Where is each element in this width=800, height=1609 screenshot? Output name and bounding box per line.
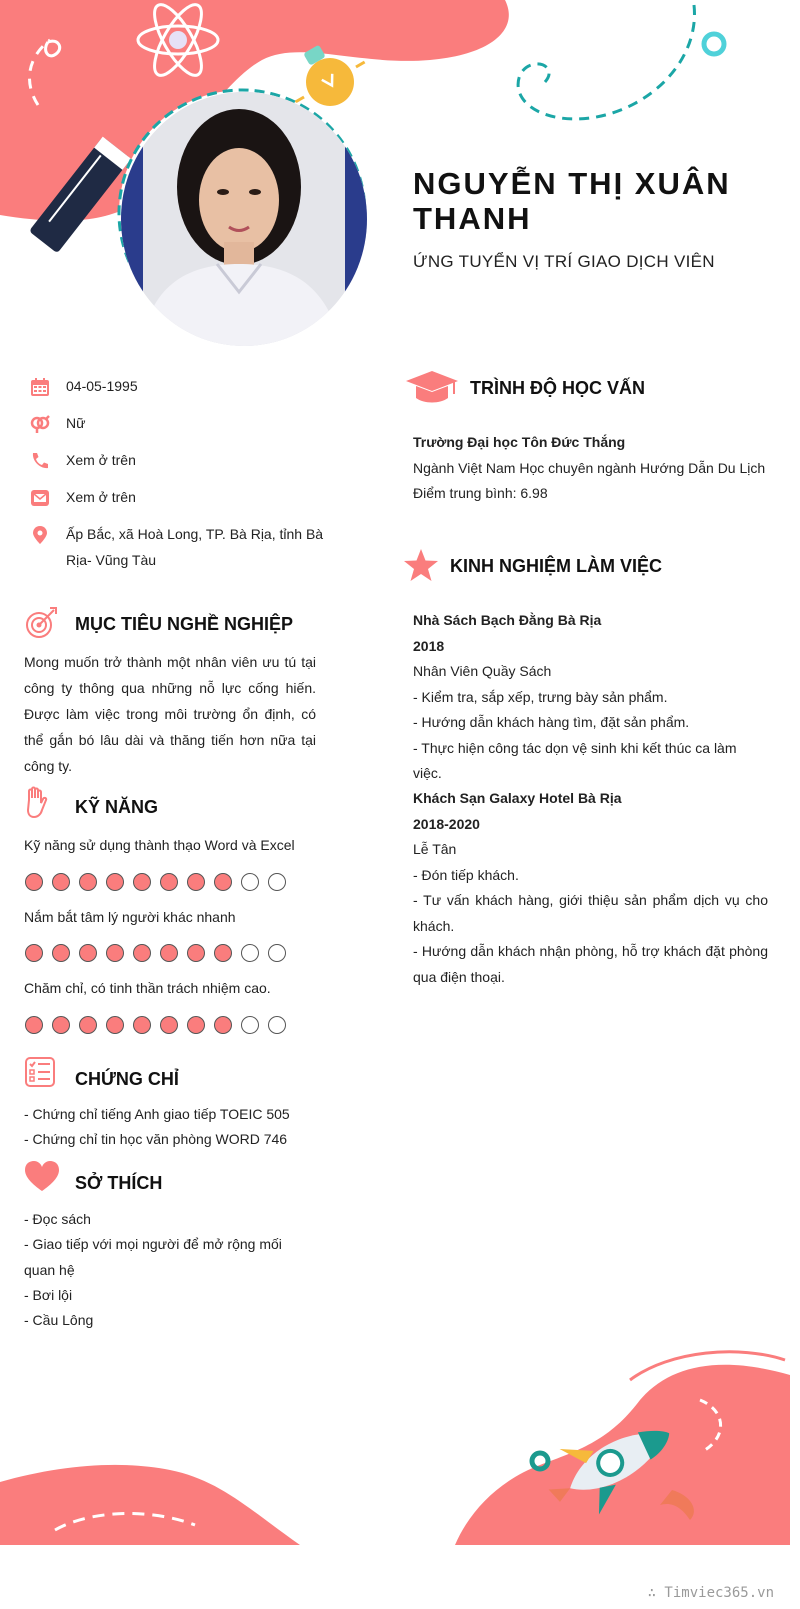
calendar-icon [30, 377, 50, 397]
rating-dot-filled [79, 944, 97, 962]
skill-name: Kỹ năng sử dụng thành thạo Word và Excel [24, 837, 295, 853]
rating-dot-filled [187, 873, 205, 891]
rating-dot-filled [25, 1016, 43, 1034]
certificates-title: CHỨNG CHỈ [75, 1069, 179, 1089]
job-role: Lễ Tân [413, 841, 457, 857]
birthday-text: 04-05-1995 [66, 378, 138, 394]
hand-icon [24, 786, 50, 820]
phone-text: Xem ở trên [66, 452, 136, 468]
job-block [413, 608, 768, 787]
hobbies-title: SỞ THÍCH [75, 1173, 163, 1193]
rating-dot-empty [268, 1016, 286, 1034]
job-period: 2018 [413, 637, 445, 654]
address-text: Ấp Bắc, xã Hoà Long, TP. Bà Rịa, tỉnh Bà Rịa- Vũng Tàu [66, 526, 324, 568]
email-text: Xem ở trên [66, 489, 136, 505]
candidate-name: NGUYỄN THỊ XUÂN THANH [413, 166, 731, 236]
skills-title: KỸ NĂNG [75, 797, 159, 817]
watermark: ∴ Timviec365.vn [647, 1585, 774, 1601]
rating-dot-filled [79, 1016, 97, 1034]
hobby-item: - Đọc sách [24, 1211, 91, 1227]
rating-dot-filled [160, 1016, 178, 1034]
rating-dot-empty [268, 873, 286, 891]
skill-rating [25, 1016, 286, 1034]
rating-dot-filled [160, 873, 178, 891]
email-icon [30, 488, 50, 508]
rating-dot-filled [214, 1016, 232, 1034]
job-duty: - Thực hiện công tác dọn vệ sinh khi kết thúc ca làm việc. [413, 739, 737, 781]
job-duty: - Tư vấn khách hàng, giới thiệu sản phẩm dịch vụ cho khách. [413, 892, 768, 934]
rating-dot-filled [187, 1016, 205, 1034]
rating-dot-filled [133, 944, 151, 962]
rating-dot-empty [241, 873, 259, 891]
rating-dot-filled [52, 944, 70, 962]
gpa-text: Điểm trung bình: 6.98 [413, 485, 548, 501]
job-role: Nhân Viên Quầy Sách [413, 663, 552, 679]
job-duty: - Đón tiếp khách. [413, 866, 519, 883]
target-icon [24, 606, 58, 640]
rating-dot-filled [106, 1016, 124, 1034]
position-title: ỨNG TUYỂN VỊ TRÍ GIAO DỊCH VIÊN [413, 252, 715, 271]
rating-dot-filled [133, 1016, 151, 1034]
gender-text: Nữ [66, 415, 86, 431]
skill-name: Chăm chỉ, có tinh thần trách nhiệm cao. [24, 980, 271, 996]
rating-dot-filled [187, 944, 205, 962]
company-name: Khách Sạn Galaxy Hotel Bà Rịa [413, 790, 622, 806]
rating-dot-empty [268, 944, 286, 962]
certificate-item: - Chứng chỉ tiếng Anh giao tiếp TOEIC 505 [24, 1106, 290, 1122]
rating-dot-filled [25, 944, 43, 962]
location-pin-icon [30, 525, 50, 545]
education-title: TRÌNH ĐỘ HỌC VẤN [470, 378, 645, 398]
heart-icon [24, 1160, 60, 1192]
star-icon [403, 548, 439, 582]
job-duty: - Kiểm tra, sắp xếp, trưng bày sản phẩm. [413, 688, 668, 705]
checklist-icon [24, 1056, 56, 1088]
job-duty: - Hướng dẫn khách nhận phòng, hỗ trợ khách đặt phòng qua điện thoại. [413, 943, 768, 985]
certificate-item: - Chứng chỉ tin học văn phòng WORD 746 [24, 1131, 288, 1147]
rating-dot-filled [160, 944, 178, 962]
major-text: Ngành Việt Nam Học chuyên ngành Hướng Dẫn Du Lịch [413, 459, 766, 476]
hobby-item: - Giao tiếp với mọi người để mở rộng mối quan hệ [24, 1236, 282, 1278]
rating-dot-filled [214, 873, 232, 891]
hobby-item: - Cầu Lông [24, 1312, 94, 1328]
gender-icon [30, 414, 50, 434]
job-duty: - Hướng dẫn khách hàng tìm, đặt sản phẩm. [413, 714, 690, 730]
skill-rating [25, 944, 286, 962]
rating-dot-filled [52, 1016, 70, 1034]
skill-name: Nắm bắt tâm lý người khác nhanh [24, 909, 236, 925]
profile-photo [121, 92, 367, 346]
rating-dot-empty [241, 944, 259, 962]
rating-dot-filled [106, 873, 124, 891]
job-block [413, 786, 768, 990]
company-name: Nhà Sách Bạch Đằng Bà Rịa [413, 612, 602, 628]
rating-dot-filled [52, 873, 70, 891]
job-period: 2018-2020 [413, 815, 480, 832]
footer-decoration [0, 1340, 800, 1609]
school-name: Trường Đại học Tôn Đức Thắng [413, 434, 626, 450]
rating-dot-filled [214, 944, 232, 962]
phone-icon [30, 451, 50, 471]
rating-dot-filled [79, 873, 97, 891]
rating-dot-filled [106, 944, 124, 962]
objective-title: MỤC TIÊU NGHỀ NGHIỆP [75, 614, 294, 634]
rating-dot-empty [241, 1016, 259, 1034]
experience-title: KINH NGHIỆM LÀM VIỆC [450, 556, 663, 576]
skill-rating [25, 873, 286, 891]
education-block [413, 430, 768, 507]
hobby-item: - Bơi lội [24, 1287, 73, 1303]
rating-dot-filled [133, 873, 151, 891]
rating-dot-filled [25, 873, 43, 891]
graduation-cap-icon [404, 370, 460, 404]
objective-text: Mong muốn trở thành một nhân viên ưu tú tại công ty thông qua những nỗ lực cống hiến. Được làm việc trong môi trường ổn định, có thể gắn bó lâu dài và thăng tiến hơn nữa tại công ty. [24, 654, 316, 774]
